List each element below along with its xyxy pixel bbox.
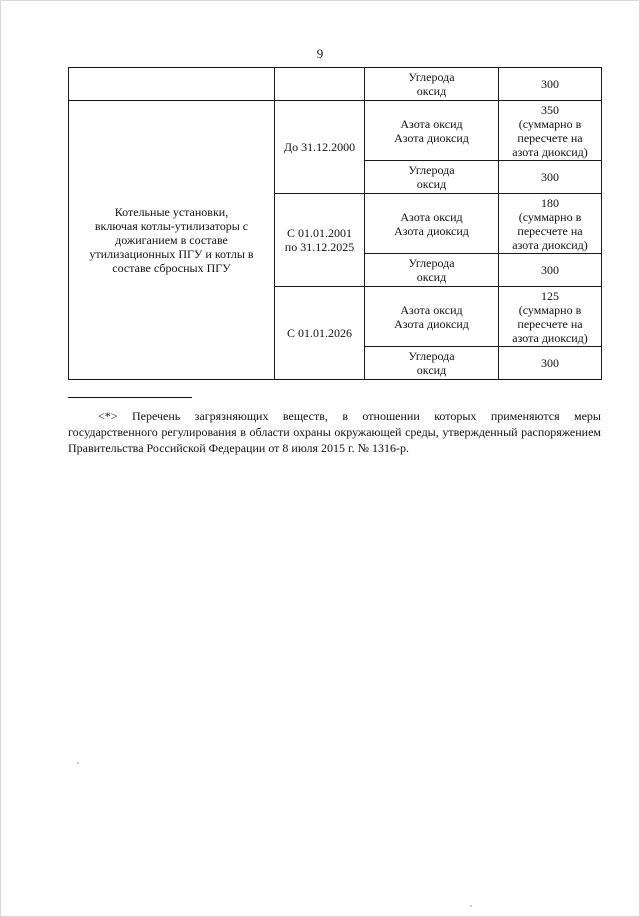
value-cell: 180 (суммарно в пересчете на азота диоксид) bbox=[499, 194, 602, 254]
period-cell: С 01.01.2001 по 31.12.2025 bbox=[275, 194, 365, 287]
scan-speck bbox=[77, 762, 79, 764]
emissions-table bbox=[68, 67, 602, 380]
pollutant-cell: Углерода оксид bbox=[365, 254, 499, 287]
table-row bbox=[69, 68, 602, 101]
value-cell: 300 bbox=[499, 347, 602, 380]
table-row bbox=[69, 101, 602, 161]
pollutant-cell: Углерода оксид bbox=[365, 68, 499, 101]
pollutant-cell: Азота оксид Азота диоксид bbox=[365, 194, 499, 254]
value-cell: 350 (суммарно в пересчете на азота диоксид) bbox=[499, 101, 602, 161]
footnote: <*> Перечень загрязняющих веществ, в отношении которых применяются меры государственного регулирования в области охраны окружающей среды, утвержденный распоряжением Правительства Российской Федерации от 8 июля 2015 г. № 1316-р. bbox=[68, 409, 601, 455]
period-cell: До 31.12.2000 bbox=[275, 101, 365, 194]
pollutant-cell: Азота оксид Азота диоксид bbox=[365, 101, 499, 161]
value-cell: 300 bbox=[499, 68, 602, 101]
value-cell: 300 bbox=[499, 161, 602, 194]
empty-cell bbox=[275, 68, 365, 101]
scan-speck bbox=[470, 905, 472, 907]
page-number: 9 bbox=[316, 46, 324, 61]
empty-cell bbox=[69, 68, 275, 101]
value-cell: 300 bbox=[499, 254, 602, 287]
pollutant-cell: Углерода оксид bbox=[365, 347, 499, 380]
pollutant-cell: Углерода оксид bbox=[365, 161, 499, 194]
value-cell: 125 (суммарно в пересчете на азота диоксид) bbox=[499, 287, 602, 347]
pollutant-cell: Азота оксид Азота диоксид bbox=[365, 287, 499, 347]
footnote-separator bbox=[68, 397, 192, 398]
category-cell: Котельные установки, включая котлы-утилизаторы с дожиганием в составе утилизационных ПГУ и котлы в составе сбросных ПГУ bbox=[69, 101, 275, 380]
period-cell: С 01.01.2026 bbox=[275, 287, 365, 380]
